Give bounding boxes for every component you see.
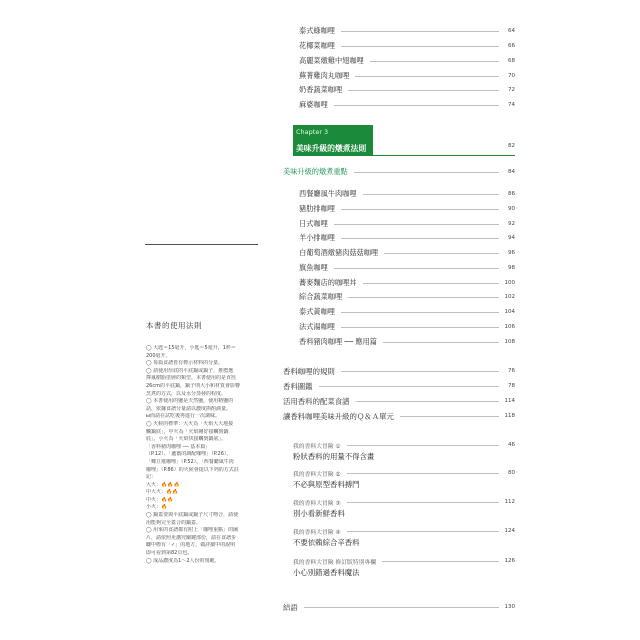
usage-line: 片，請依照更講究關鍵部份，請在食譜步: [146, 534, 237, 541]
usage-line: ◯ 用來的食譜都有附上「咖哩重點」的圖: [146, 527, 239, 534]
toc-entry[interactable]: [283, 25, 515, 37]
adventure-subtitle: 我的香料大冒險 ③: [293, 500, 341, 507]
toc-entry[interactable]: [283, 336, 515, 348]
toc-entry-label: 高麗菜燉雞中翅咖哩: [299, 56, 364, 65]
heat-level: [146, 504, 264, 512]
toc-entry[interactable]: [283, 277, 515, 289]
toc-entry-label: 豬肋排咖哩: [299, 204, 335, 213]
toc-entry-label: 泰式綠咖哩: [299, 26, 335, 35]
toc-entry-page: 72: [508, 87, 515, 93]
toc-entry[interactable]: [283, 84, 515, 96]
usage-line: ◯ 本書使用的鹽是天然鹽，使用精鹽的: [146, 398, 234, 405]
chapter-rule: [293, 155, 515, 156]
heat-level-label: 小火：: [146, 504, 162, 511]
toc-entry[interactable]: [283, 262, 515, 274]
toc-entry-page: 68: [508, 58, 515, 64]
leader-line: [341, 238, 499, 239]
leader-line: [334, 268, 499, 269]
leader-line: [382, 561, 499, 562]
toc-entry-page: 100: [504, 280, 515, 286]
usage-title: 本書的使用法則: [146, 321, 202, 330]
usage-line: ◯ 請使用厚底的平底鍋或鍋子，推薦選: [146, 367, 234, 374]
toc-entry-label: 活用香料的配菜食譜: [283, 396, 350, 406]
adventure-subtitle: 我的香料大冒險 修訂版特別專欄: [293, 559, 376, 566]
flame-icon: 🔥🔥: [166, 489, 179, 496]
adventure-page: 124: [504, 528, 515, 534]
toc-entry-page: 106: [504, 324, 515, 330]
adventure-page: 80: [508, 470, 515, 476]
leader-line: [384, 253, 499, 254]
heat-level: [146, 497, 264, 505]
leader-line: [348, 90, 499, 91]
toc-entry-page: 74: [508, 102, 515, 108]
toc-entry-page: 104: [504, 309, 515, 315]
usage-line: 底」，小火為「火焰快接觸到鍋底」。: [146, 436, 227, 443]
usage-line: ◯ 成品濃度為1～2人份的規範。: [146, 557, 220, 564]
toc-entry[interactable]: [283, 218, 515, 230]
toc-entry-label: 香料豬肉咖哩 ── 應用篇: [299, 337, 377, 346]
toc-entry-label: 讓香料咖哩美味升級的Ｑ＆Ａ單元: [283, 411, 394, 421]
toc-entry[interactable]: [283, 291, 515, 303]
leader-line: [348, 297, 499, 298]
toc-entry-label: 麻婆咖哩: [299, 100, 328, 109]
chapter-title: 美味升級的燉煮法則: [296, 144, 367, 153]
toc-entry[interactable]: [283, 188, 515, 200]
toc-entry[interactable]: [283, 203, 515, 215]
toc-entry[interactable]: [283, 321, 515, 333]
heat-level: [146, 489, 264, 497]
leader-line: [356, 401, 499, 402]
toc-entry-label: 泰式黃咖哩: [299, 307, 335, 316]
leader-line: [370, 61, 499, 62]
toc-entry-label: 花椰菜咖哩: [299, 41, 335, 50]
toc-entry-label: 白葡萄酒燉豬肉菇菇咖哩: [299, 248, 379, 257]
toc-section[interactable]: [283, 365, 515, 377]
toc-entry-page: 96: [508, 250, 515, 256]
toc-entry-page: 78: [508, 383, 515, 389]
adventure-page: 46: [508, 442, 515, 448]
flame-icon: 🔥🔥: [161, 496, 174, 503]
usage-line: 「香料豬肉咖哩 ── 基本篇」: [146, 443, 211, 450]
flame-icon: 🔥🔥🔥: [161, 481, 180, 488]
toc-entry-label: 奶香蔬菜咖哩: [299, 85, 343, 94]
leader-line: [341, 31, 499, 32]
leader-line: [341, 209, 499, 210]
flame-icon: 🔥: [161, 504, 168, 511]
leader-line: [334, 105, 499, 106]
usage-line: 即可看到第82頁也。: [146, 550, 193, 557]
adventure-title[interactable]: 小心別錯過香料魔法: [293, 568, 360, 577]
toc-entry-label: 蕪菁雞肉丸咖哩: [299, 71, 350, 80]
toc-entry-page: 92: [508, 221, 515, 227]
leader-line: [354, 172, 499, 173]
usage-line: ◯ 大匙＝15毫升，小匙＝5毫升，1杯＝: [146, 345, 236, 351]
leader-line: [347, 531, 499, 532]
leader-line: [400, 416, 499, 417]
heat-level: [146, 482, 264, 490]
toc-entry-label: 綜合蔬菜咖哩: [299, 292, 343, 301]
usage-line: ы而請在試吃後再進行一次調味。: [146, 413, 220, 420]
toc-section[interactable]: [283, 395, 515, 407]
toc-entry[interactable]: [283, 40, 515, 52]
toc-entry-page: 66: [508, 43, 515, 49]
leader-line: [363, 283, 499, 284]
adventure-subtitle: 我的香料大冒險 ②: [293, 471, 341, 478]
toc-entry-page: 94: [508, 235, 515, 241]
toc-entry-label: 香料圖鑑: [283, 381, 313, 391]
toc-entry-page: 84: [508, 169, 515, 175]
toc-entry[interactable]: [283, 232, 515, 244]
usage-line: ◯ 火候的標準：大火為「火焰大大地接: [146, 420, 234, 427]
chapter-intro[interactable]: [283, 166, 515, 178]
usage-line: 咖哩」（P.86）的火候會提以下列的方式註: [146, 466, 239, 473]
usage-notes: [146, 320, 264, 565]
adventure-page: 126: [504, 558, 515, 564]
toc-entry-page: 130: [504, 604, 515, 610]
adventure-entry[interactable]: [293, 497, 515, 507]
toc-section[interactable]: [283, 380, 515, 392]
toc-entry-label: 西餐廳風牛肉咖哩: [299, 189, 357, 198]
toc-entry-page: 98: [508, 265, 515, 271]
toc-entry-page: 64: [508, 28, 515, 34]
adventure-subtitle: 我的香料大冒險 ④: [293, 529, 341, 536]
adventure-title[interactable]: 別小看新鮮香料: [293, 509, 345, 518]
leader-line: [341, 327, 499, 328]
adventure-entry[interactable]: [293, 440, 515, 450]
leader-line: [341, 371, 499, 372]
usage-line: 擇氟樹脂塗層的類型。本書使用的是直徑: [146, 375, 237, 382]
toc-ending[interactable]: [283, 601, 515, 613]
leader-line: [341, 46, 499, 47]
usage-line: 用能夠完全蓋合的鍋蓋。: [146, 519, 202, 526]
usage-line: 烹煮的方式，以及水分蒸發的程度。: [146, 390, 227, 397]
leader-line: [347, 445, 499, 446]
toc-entry[interactable]: [283, 306, 515, 318]
usage-list: [146, 345, 264, 565]
toc-entry[interactable]: [283, 55, 515, 67]
chapter-label: Chapter 3: [296, 128, 329, 136]
toc-entry-page: 118: [504, 413, 515, 419]
usage-line: 26cm的平底鍋，鍋子則大小和材質會影響: [146, 382, 240, 389]
toc-entry-page: 114: [504, 398, 515, 404]
left-divider: [145, 244, 258, 245]
leader-line: [319, 386, 499, 387]
leader-line: [355, 76, 499, 77]
toc-entry-label: 香料咖哩的規則: [283, 366, 335, 376]
toc-entry-label: 法式湯咖哩: [299, 322, 335, 331]
leader-line: [363, 194, 499, 195]
leader-line: [383, 342, 499, 343]
toc-entry-label: 結語: [283, 602, 298, 612]
leader-line: [334, 224, 499, 225]
toc-entry-label: 日式咖哩: [299, 219, 328, 228]
toc-section[interactable]: [283, 410, 515, 422]
toc-entry[interactable]: [283, 99, 515, 111]
toc-entry-page: 86: [508, 191, 515, 197]
adventure-entry[interactable]: [293, 526, 515, 536]
usage-line: （P.12）、「蘆薑的調配咖哩」（P.26）、: [146, 451, 232, 458]
usage-line: 話，依據食譜分量請以濃度斟酌滴量。: [146, 405, 232, 412]
toc-entry-page: 90: [508, 206, 515, 212]
toc-entry-page: 102: [504, 294, 515, 300]
usage-line: 觸鍋底」，中火為「火焰剛好接觸到鍋: [146, 428, 229, 435]
usage-line: 記：: [146, 474, 157, 481]
toc-entry[interactable]: [283, 70, 515, 82]
adventure-title[interactable]: 不必與原型香料搏鬥: [293, 480, 360, 489]
adventure-title[interactable]: 不要依賴綜合辛香料: [293, 538, 360, 547]
usage-line: 驟中標有「✓」的地方，做詳細中的說明: [146, 542, 236, 549]
usage-line: ◯ 每篇食譜皆有標示材料的分量。: [146, 360, 224, 367]
toc-entry-label: 旗魚咖哩: [299, 263, 328, 272]
adventure-page: 112: [504, 499, 515, 505]
usage-line: ◯ 鍋蓋要與平底鍋或鍋子尺寸吻合，請使: [146, 512, 239, 519]
adventure-subtitle: 我的香料大冒險 ①: [293, 443, 341, 450]
toc-entry-page: 108: [504, 339, 515, 345]
toc-entry-label: 羊小排咖哩: [299, 233, 335, 242]
leader-line: [347, 473, 499, 474]
usage-line: 200毫升。: [146, 352, 171, 359]
usage-line: 「蝶豆蓮咖哩」（P.52）、「西餐廳風牛肉: [146, 458, 234, 465]
toc-entry-page: 76: [508, 368, 515, 374]
leader-line: [341, 312, 499, 313]
chapter-page: 82: [508, 143, 515, 149]
leader-line: [347, 502, 499, 503]
toc-entry[interactable]: [283, 247, 515, 259]
heat-level-label: 中大火：: [146, 489, 167, 496]
adventure-title[interactable]: 粉狀香料的用量不得含畫: [293, 452, 375, 461]
leader-line: [304, 607, 499, 608]
toc-entry-label: 美味升級的燉煮重點: [283, 167, 348, 176]
heat-level-label: 中火：: [146, 496, 162, 503]
adventure-entry[interactable]: [293, 556, 515, 566]
toc-entry-label: 蕎麥麵店的咖哩丼: [299, 278, 357, 287]
toc-entry-page: 70: [508, 73, 515, 79]
adventure-entry[interactable]: [293, 468, 515, 478]
heat-level-label: 大火：: [146, 481, 162, 488]
